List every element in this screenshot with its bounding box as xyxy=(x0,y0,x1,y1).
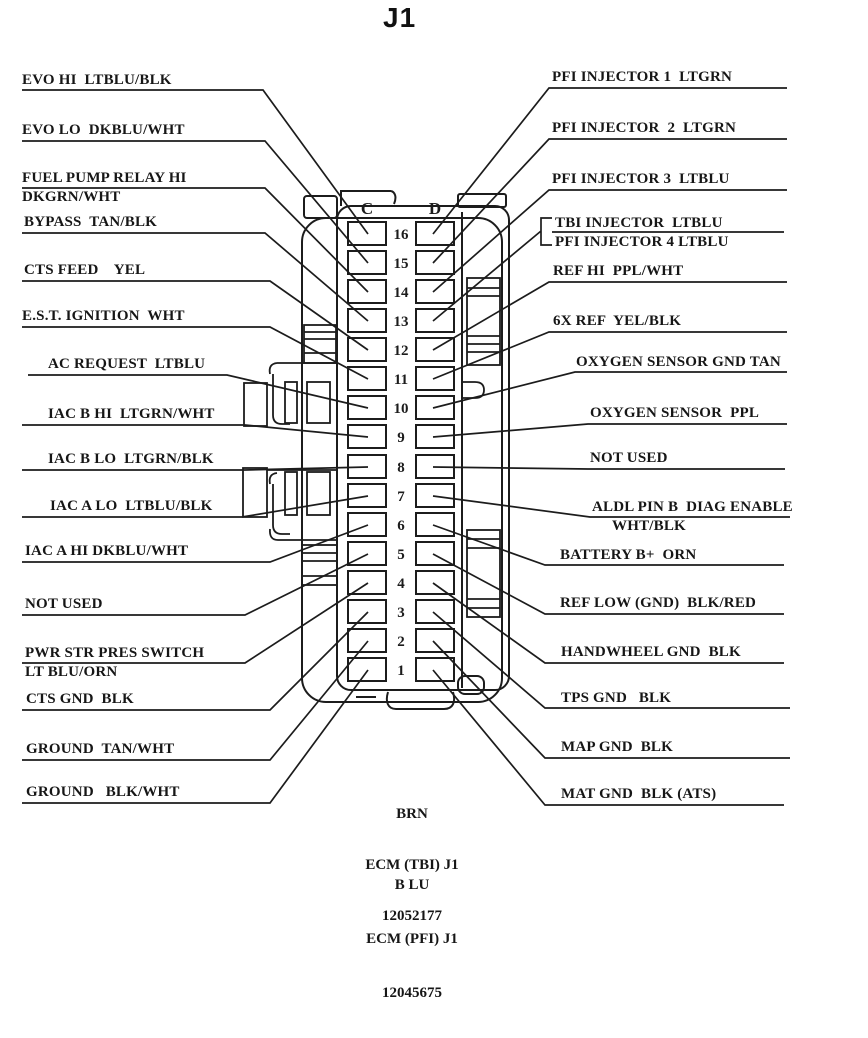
wire-label-bypass: BYPASS TAN/BLK xyxy=(24,214,158,230)
wire-label-mat-gnd: MAT GND BLK (ATS) xyxy=(561,786,717,802)
wire-label-ref-low: REF LOW (GND) BLK/RED xyxy=(560,595,757,611)
pin-number-10: 10 xyxy=(393,401,409,417)
wire-label-cts-gnd: CTS GND BLK xyxy=(26,691,134,707)
pin-box-c-2 xyxy=(348,629,386,652)
pin-box-d-2 xyxy=(416,629,454,652)
pin-box-d-16 xyxy=(416,222,454,245)
pin-number-5: 5 xyxy=(397,547,405,563)
wire-label-evo-lo: EVO LO DKBLU/WHT xyxy=(22,122,185,138)
wire-label-pfi-injector-2: PFI INJECTOR 2 LTGRN xyxy=(552,120,737,136)
pin-number-7: 7 xyxy=(397,489,405,505)
pin-number-13: 13 xyxy=(393,314,409,330)
column-header-c: C xyxy=(360,199,374,218)
wire-label-aldl-diag-enable: ALDL PIN B DIAG ENABLE WHT/BLK xyxy=(592,499,793,534)
pin-number-12: 12 xyxy=(393,343,409,359)
pin-box-d-6 xyxy=(416,513,454,536)
wire-label-pfi-injector-1: PFI INJECTOR 1 LTGRN xyxy=(552,69,733,85)
pin-number-1: 1 xyxy=(397,663,405,679)
footnote-ecm-pfi: B LU ECM (PFI) J1 12045675 xyxy=(366,877,458,1001)
pin-box-d-1 xyxy=(416,658,454,681)
pin-box-d-3 xyxy=(416,600,454,623)
wire-label-not-used-c: NOT USED xyxy=(25,596,103,612)
pin-number-8: 8 xyxy=(397,460,405,476)
wire-label-pfi-injector-3: PFI INJECTOR 3 LTBLU xyxy=(552,171,730,187)
pin-number-4: 4 xyxy=(397,576,405,592)
wire-label-iac-a-hi: IAC A HI DKBLU/WHT xyxy=(25,543,189,559)
pin-number-3: 3 xyxy=(397,605,405,621)
wire-label-not-used-d: NOT USED xyxy=(590,450,668,466)
pin-box-d-4 xyxy=(416,571,454,594)
wire-label-oxygen-sensor-gnd: OXYGEN SENSOR GND TAN xyxy=(576,354,781,370)
pin-number-2: 2 xyxy=(397,634,405,650)
pin-number-9: 9 xyxy=(397,430,405,446)
wire-label-iac-a-lo: IAC A LO LTBLU/BLK xyxy=(50,498,213,514)
wire-label-iac-b-lo: IAC B LO LTGRN/BLK xyxy=(48,451,214,467)
pin-number-16: 16 xyxy=(393,227,409,243)
pin-box-c-4 xyxy=(348,571,386,594)
wire-label-ac-request: AC REQUEST LTBLU xyxy=(48,356,206,372)
pin-box-c-3 xyxy=(348,600,386,623)
footnote-ecm-tbi: BRN ECM (TBI) J1 12052177 xyxy=(365,806,459,924)
bottom-center-latch xyxy=(356,692,454,709)
wire-label-fuel-pump-relay-hi: FUEL PUMP RELAY HI DKGRN/WHT xyxy=(22,170,187,205)
wire-label-pwr-str-pres-switch: PWR STR PRES SWITCH LT BLU/ORN xyxy=(25,645,205,680)
column-header-d: D xyxy=(428,199,442,218)
pin-box-d-14 xyxy=(416,280,454,303)
pin-box-c-1 xyxy=(348,658,386,681)
pin-box-d-13 xyxy=(416,309,454,332)
wire-label-est-ignition: E.S.T. IGNITION WHT xyxy=(22,308,185,324)
pin-box-d-15 xyxy=(416,251,454,274)
wire-label-iac-b-hi: IAC B HI LTGRN/WHT xyxy=(48,406,215,422)
wire-label-oxygen-sensor: OXYGEN SENSOR PPL xyxy=(590,405,760,421)
wire-label-tbi-pfi-injector-4: TBI INJECTOR LTBLU PFI INJECTOR 4 LTBLU xyxy=(555,215,729,250)
wire-label-map-gnd: MAP GND BLK xyxy=(561,739,673,755)
wire-label-6x-ref: 6X REF YEL/BLK xyxy=(553,313,682,329)
pin-number-15: 15 xyxy=(393,256,409,272)
wire-label-ground-blk-wht: GROUND BLK/WHT xyxy=(26,784,180,800)
wire-label-battery-b-plus: BATTERY B+ ORN xyxy=(560,547,697,563)
wire-label-cts-feed: CTS FEED YEL xyxy=(24,262,146,278)
wire-label-tps-gnd: TPS GND BLK xyxy=(561,690,672,706)
pin-number-6: 6 xyxy=(397,518,405,534)
pin-grid xyxy=(348,222,454,681)
wire-label-handwheel-gnd: HANDWHEEL GND BLK xyxy=(561,644,741,660)
wire-label-evo-hi: EVO HI LTBLU/BLK xyxy=(22,72,172,88)
pin-number-11: 11 xyxy=(393,372,409,388)
pin-number-14: 14 xyxy=(393,285,409,301)
page-title: J1 xyxy=(383,2,417,33)
wire-label-ground-tan-wht: GROUND TAN/WHT xyxy=(26,741,175,757)
wire-label-ref-hi: REF HI PPL/WHT xyxy=(553,263,684,279)
